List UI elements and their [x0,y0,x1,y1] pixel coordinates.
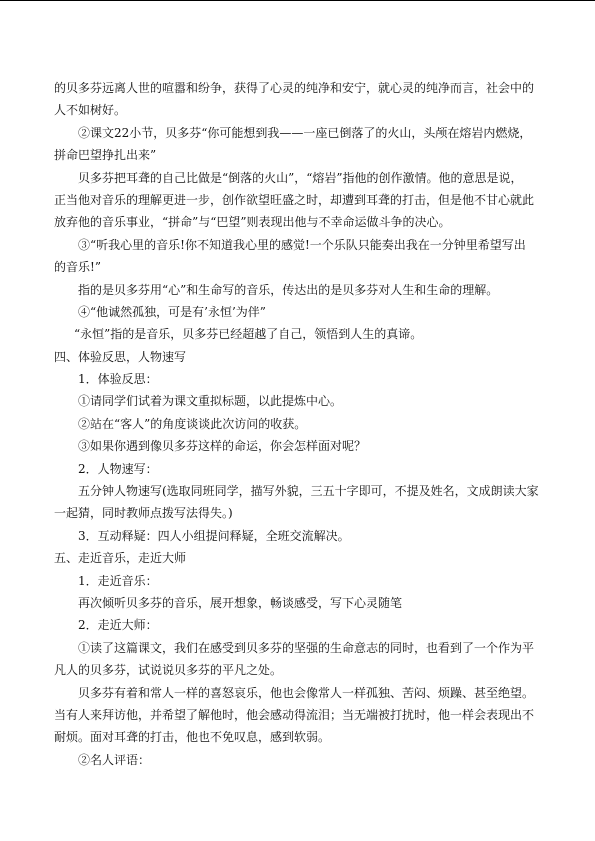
section-heading: 四、体验反思，人物速写 [54,349,187,364]
document-body [54,77,543,771]
text-line: 的贝多芬远离人世的喧嚣和纷争，获得了心灵的纯净和安宁，就心灵的纯净而言，社会中的 [54,81,535,95]
header-rule [0,0,595,1]
text-line: ①读了这篇课文，我们在感受到贝多芬的坚强的生命意志的同时，也看到了一个作为平 [78,640,535,655]
subheading: 2．人物速写： [78,461,158,476]
text-line: 正当他对音乐的理解更进一步，创作欲望旺盛之时，却遭到耳聋的打击，但是他不甘心就此 [54,192,535,207]
text-line: 五分钟人物速写(选取同班同学，描写外貌，三五十字即可，不提及姓名，文成朗读大家 [78,484,539,499]
text-line: 放弃他的音乐事业，“拼命”与“巴望”则表现出他与不幸命运做斗争的决心。 [54,215,451,230]
text-line: 再次倾听贝多芬的音乐，展开想象，畅谈感受，写下心灵随笔 [78,595,403,610]
text-line: ③如果你遇到像贝多芬这样的命运，你会怎样面对呢？ [78,439,367,454]
subheading: 3．互动释疑：四人小组提问释疑，全班交流解决。 [78,528,350,543]
text-line: 指的是贝多芬用“心”和生命写的音乐，传达出的是贝多芬对人生和生命的理解。 [78,282,499,297]
subheading: 1．走近音乐： [78,573,158,588]
subheading: 1．体验反思： [78,372,158,387]
text-line: ③“听我心里的音乐!你不知道我心里的感觉!一个乐队只能奏出我在一分钟里希望写出 [78,237,526,252]
text-line: 拼命巴望挣扎出来” [54,148,157,163]
text-line: 耐烦。面对耳聋的打击，他也不免叹息，感到软弱。 [54,730,331,745]
text-line: ①请同学们试着为课文重拟标题，以此提炼中心。 [78,394,343,409]
text-line: ②名人评语： [78,752,151,767]
section-heading: 五、走近音乐，走近大师 [54,551,187,566]
text-line: 一起猜，同时教师点拨写法得失。) [54,506,233,521]
text-line: 人不如树好。 [54,103,127,118]
text-line: 的音乐!” [54,260,101,275]
text-line: 贝多芬把耳聋的自己比做是“倒落的火山”，“熔岩”指他的创作激情。他的意思是说， [78,170,523,185]
text-line: “永恒”指的是音乐，贝多芬已经超越了自己，领悟到人生的真谛。 [74,327,423,342]
text-line: 当有人来拜访他，并希望了解他时，他会感动得流泪；当无端被打扰时，他一样会表现出不 [54,707,535,722]
subheading: 2．走近大师： [78,618,158,633]
text-line: ④“他诚然孤独，可是有’永恒’为伴” [78,304,266,319]
text-line: ②课文22小节，贝多芬“你可能想到我——一座已倒落了的火山，头颅在熔岩内燃烧， [78,125,532,140]
text-line: 凡人的贝多芬，试说说贝多芬的平凡之处。 [54,663,283,678]
text-line: ②站在“客人”的角度谈谈此次访问的收获。 [78,416,307,431]
text-line: 贝多芬有着和常人一样的喜怒哀乐，他也会像常人一样孤独、苦闷、烦躁、甚至绝望。 [78,685,535,700]
